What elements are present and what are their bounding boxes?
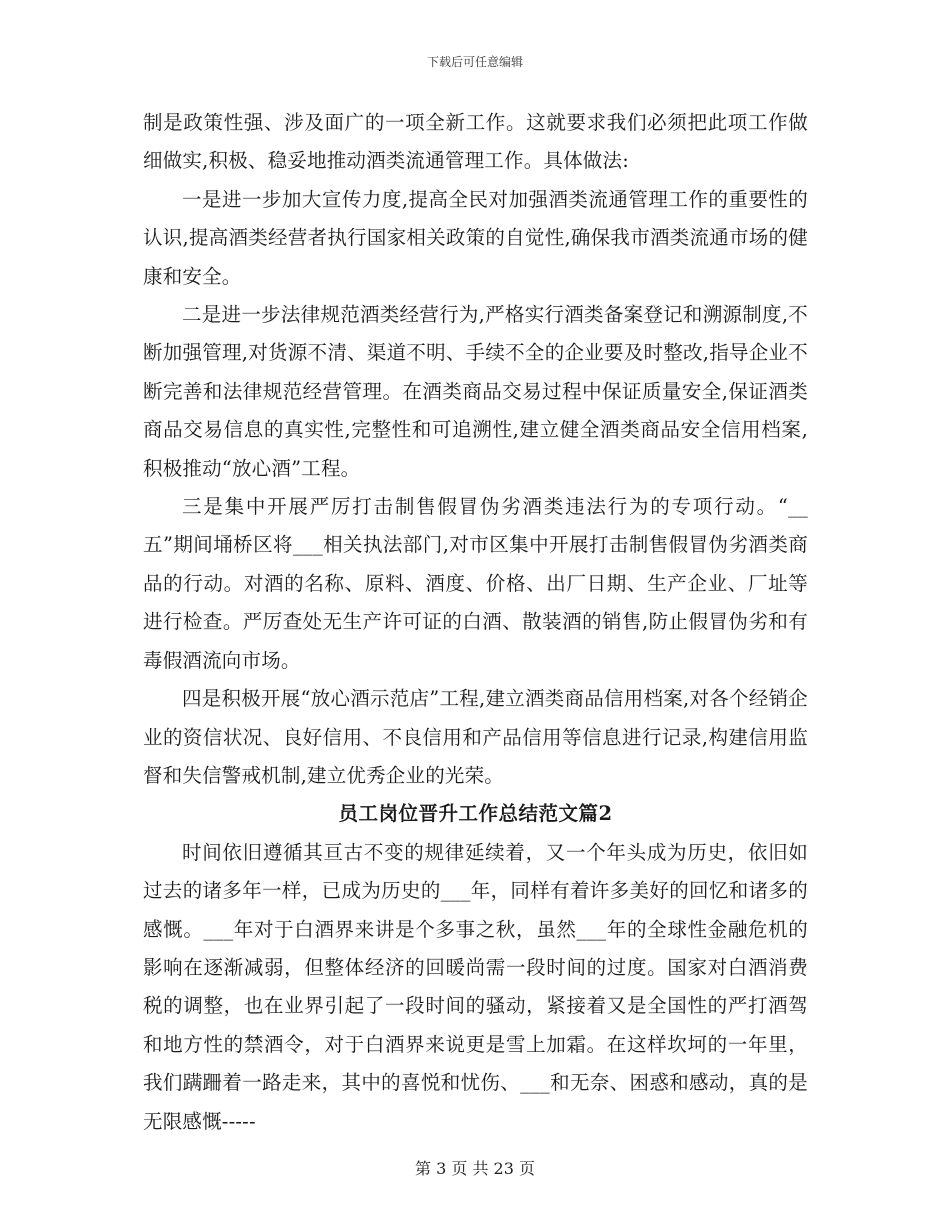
document-body — [143, 104, 808, 1141]
paragraph-continuation: 制是政策性强、涉及面广的一项全新工作。这就要求我们必须把此项工作做细做实,积极、稳妥地推动酒类流通管理工作。具体做法: — [143, 111, 808, 173]
paragraph-point-two: 二是进一步法律规范酒类经营行为,严格实行酒类备案登记和溯源制度,不断加强管理,对货源不清、渠道不明、手续不全的企业要及时整改,指导企业不断完善和法律规范经营管理。在酒类商品交易过程中保证质量安全,保证酒类商品交易信息的真实性,完整性和可追溯性,建立健全酒类商品安全信用档案,积极推动“放心酒”工程。 — [143, 303, 808, 480]
paragraph-point-three: 三是集中开展严厉打击制售假冒伪劣酒类违法行为的专项行动。“__五”期间埇桥区将___相关执法部门,对市区集中开展打击制售假冒伪劣酒类商品的行动。对酒的名称、原料、酒度、价格、出厂日期、生产企业、厂址等进行检查。严厉查处无生产许可证的白酒、散装酒的销售,防止假冒伪劣和有毒假酒流向市场。 — [143, 495, 808, 672]
paragraph-section-intro: 时间依旧遵循其亘古不变的规律延续着，又一个年头成为历史，依旧如过去的诸多年一样，已成为历史的___年，同样有着许多美好的回忆和诸多的感慨。___年对于白酒界来讲是个多事之秋，虽然___年的全球性金融危机的影响在逐渐减弱，但整体经济的回暖尚需一段时间的过度。国家对白酒消费税的调整，也在业界引起了一段时间的骚动，紧接着又是全国性的严打酒驾和地方性的禁酒令，对于白酒界来说更是雪上加霜。在这样坎坷的一年里，我们蹒跚着一路走来，其中的喜悦和忧伤、___和无奈、困惑和感动，真的是无限感慨----- — [143, 840, 808, 1133]
section-heading: 员工岗位晋升工作总结范文篇2 — [338, 802, 613, 826]
paragraph-point-four: 四是积极开展“放心酒示范店”工程,建立酒类商品信用档案,对各个经销企业的资信状况、良好信用、不良信用和产品信用等信息进行记录,构建信用监督和失信警戒机制,建立优秀企业的光荣。 — [143, 687, 808, 787]
page-header: 下载后可任意编辑 — [426, 55, 523, 69]
paragraph-point-one: 一是进一步加大宣传力度,提高全民对加强酒类流通管理工作的重要性的认识,提高酒类经营者执行国家相关政策的自觉性,确保我市酒类流通市场的健康和安全。 — [143, 187, 808, 288]
page-footer: 第 3 页 共 23 页 — [415, 1159, 535, 1178]
